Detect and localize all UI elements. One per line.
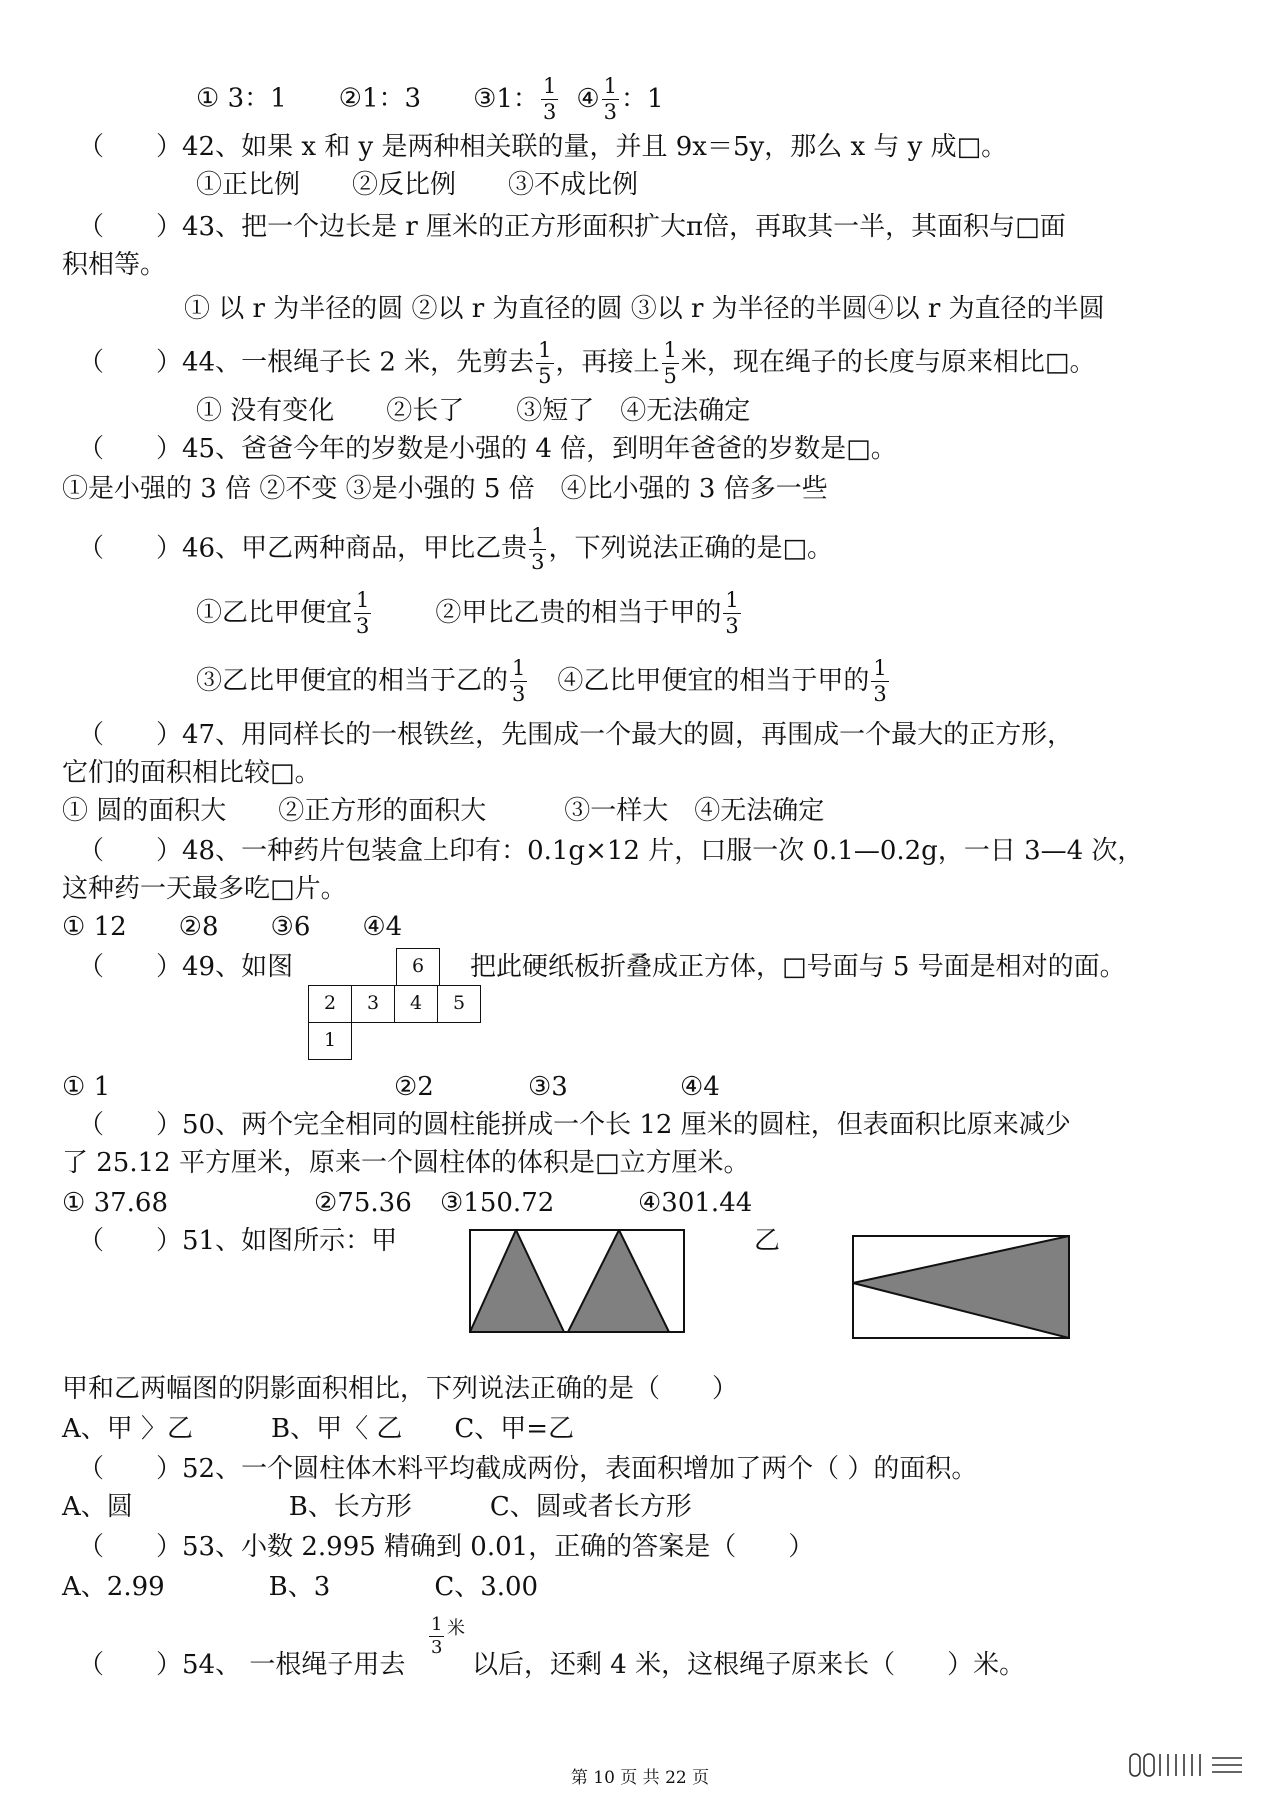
- q42-stem: （ ）42、如果 x 和 y 是两种相关联的量，并且 9x＝5y，那么 x 与 y 成□。: [78, 132, 1008, 162]
- q49-stem-a: （ ）49、如图: [78, 952, 294, 982]
- q46-opt4: ④乙比甲便宜的相当于甲的 $\frac{1}{3}$: [557, 656, 887, 706]
- q49-options: [62, 1070, 110, 1104]
- q50-stem-line1: （ ）50、两个完全相同的圆柱能拼成一个长 12 厘米的圆柱，但表面积比原来减少: [78, 1110, 1071, 1140]
- q41-options: [196, 76, 664, 123]
- q41-opt3: ③1： $\frac{1}{3}$: [473, 74, 557, 124]
- q51-question: 甲和乙两幅图的阴影面积相比，下列说法正确的是（ ）: [62, 1374, 739, 1404]
- q47-stem-line2: 它们的面积相比较□。: [62, 758, 321, 788]
- q48-stem-line1: （ ）48、一种药片包装盒上印有：0.1g×12 片，口服一次 0.1—0.2g，一日 3—4 次，: [78, 836, 1144, 866]
- q42-options: ①正比例 ②反比例 ③不成比例: [196, 170, 639, 200]
- q44-stem: （ ）44、一根绳子长 2 米，先剪去 $\frac{1}{5}$ ，再接上 $\frac{1}{5}$ 米，现在绳子的长度与原来相比□。: [78, 338, 1096, 388]
- q46-options-row2: [196, 658, 891, 705]
- q51-options: A、甲 〉乙 B、甲〈 乙 C、甲=乙: [62, 1414, 575, 1444]
- q53-options: A、2.99 B、3 C、3.00: [62, 1572, 539, 1602]
- figure-yi: [852, 1235, 1070, 1339]
- q50-opt4: ④301.44: [638, 1188, 753, 1218]
- q54-fraction: $\frac{1}{3}$: [431, 1614, 443, 1658]
- figure-jia: [469, 1229, 685, 1333]
- net-face-5: 5: [437, 985, 481, 1023]
- q46-opt2: ②甲比乙贵的相当于甲的 $\frac{1}{3}$: [435, 588, 739, 638]
- net-face-1: 1: [308, 1022, 352, 1060]
- net-face-6: 6: [396, 948, 440, 986]
- label-yi: 乙: [754, 1226, 781, 1256]
- q46-options-row1: [196, 590, 743, 637]
- q46-opt3: ③乙比甲便宜的相当于乙的 $\frac{1}{3}$: [196, 656, 526, 706]
- q50-opt2: ②75.36: [314, 1188, 412, 1218]
- net-face-2: 2: [308, 985, 352, 1023]
- q41-opt4: ④ $\frac{1}{3}$ ：1: [576, 74, 664, 124]
- q45-options: ①是小强的 3 倍 ②不变 ③是小强的 5 倍 ④比小强的 3 倍多一些: [62, 474, 828, 504]
- q47-options: ① 圆的面积大 ②正方形的面积大 ③一样大 ④无法确定: [62, 796, 825, 826]
- q41-opt2: ②1：3: [338, 83, 422, 114]
- page-number-footer: 第 10 页 共 22 页: [570, 1768, 710, 1788]
- q50-stem-line2: 了 25.12 平方厘米，原来一个圆柱体的体积是□立方厘米。: [62, 1148, 750, 1178]
- q49-opt1: ① 1: [62, 1072, 111, 1102]
- q43-options: ① 以 r 为半径的圆 ②以 r 为直径的圆 ③以 r 为半径的半圆④以 r 为直径的半圆: [184, 294, 1105, 324]
- q45-stem: （ ）45、爸爸今年的岁数是小强的 4 倍，到明年爸爸的岁数是□。: [78, 434, 897, 464]
- q50-opt1: ① 37.68: [62, 1188, 169, 1218]
- q49-opt4: ④4: [680, 1072, 720, 1102]
- q49-opt3: ③3: [528, 1072, 568, 1102]
- q53-stem: （ ）53、小数 2.995 精确到 0.01，正确的答案是（ ）: [78, 1532, 815, 1562]
- q51-stem: （ ）51、如图所示：甲: [78, 1226, 398, 1256]
- q49-stem-b: 把此硬纸板折叠成正方体，□号面与 5 号面是相对的面。: [470, 952, 1126, 982]
- q48-stem-line2: 这种药一天最多吃□片。: [62, 874, 347, 904]
- q54-unit: 米: [447, 1618, 465, 1639]
- q49-opt2: ②2: [394, 1072, 434, 1102]
- watermark-lines-icon: [1128, 1748, 1246, 1782]
- q52-stem: （ ）52、一个圆柱体木料平均截成两份，表面积增加了两个（ ）的面积。: [78, 1454, 978, 1484]
- q48-options: ① 12 ②8 ③6 ④4: [62, 912, 403, 942]
- q43-stem-line1: （ ）43、把一个边长是 r 厘米的正方形面积扩大π倍，再取其一半，其面积与□面: [78, 212, 1066, 242]
- q54-stem-b: 以后，还剩 4 米，这根绳子原来长（ ）米。: [472, 1650, 1026, 1680]
- net-face-4: 4: [394, 985, 438, 1023]
- q46-stem: （ ）46、甲乙两种商品，甲比乙贵 $\frac{1}{3}$ ，下列说法正确的是□。: [78, 524, 834, 574]
- q43-stem-line2: 积相等。: [62, 250, 167, 280]
- q47-stem-line1: （ ）47、用同样长的一根铁丝，先围成一个最大的圆，再围成一个最大的正方形，: [78, 720, 1074, 750]
- net-face-3: 3: [351, 985, 395, 1023]
- q50-opt3: ③150.72: [440, 1188, 555, 1218]
- q41-opt1: ① 3：1: [196, 83, 287, 114]
- q44-options: ① 没有变化 ②长了 ③短了 ④无法确定: [196, 396, 751, 426]
- q54-stem-a: （ ）54、 一根绳子用去: [78, 1650, 406, 1680]
- q52-options: A、圆 B、长方形 C、圆或者长方形: [62, 1492, 692, 1522]
- q46-opt1: ①乙比甲便宜 $\frac{1}{3}$: [196, 588, 370, 638]
